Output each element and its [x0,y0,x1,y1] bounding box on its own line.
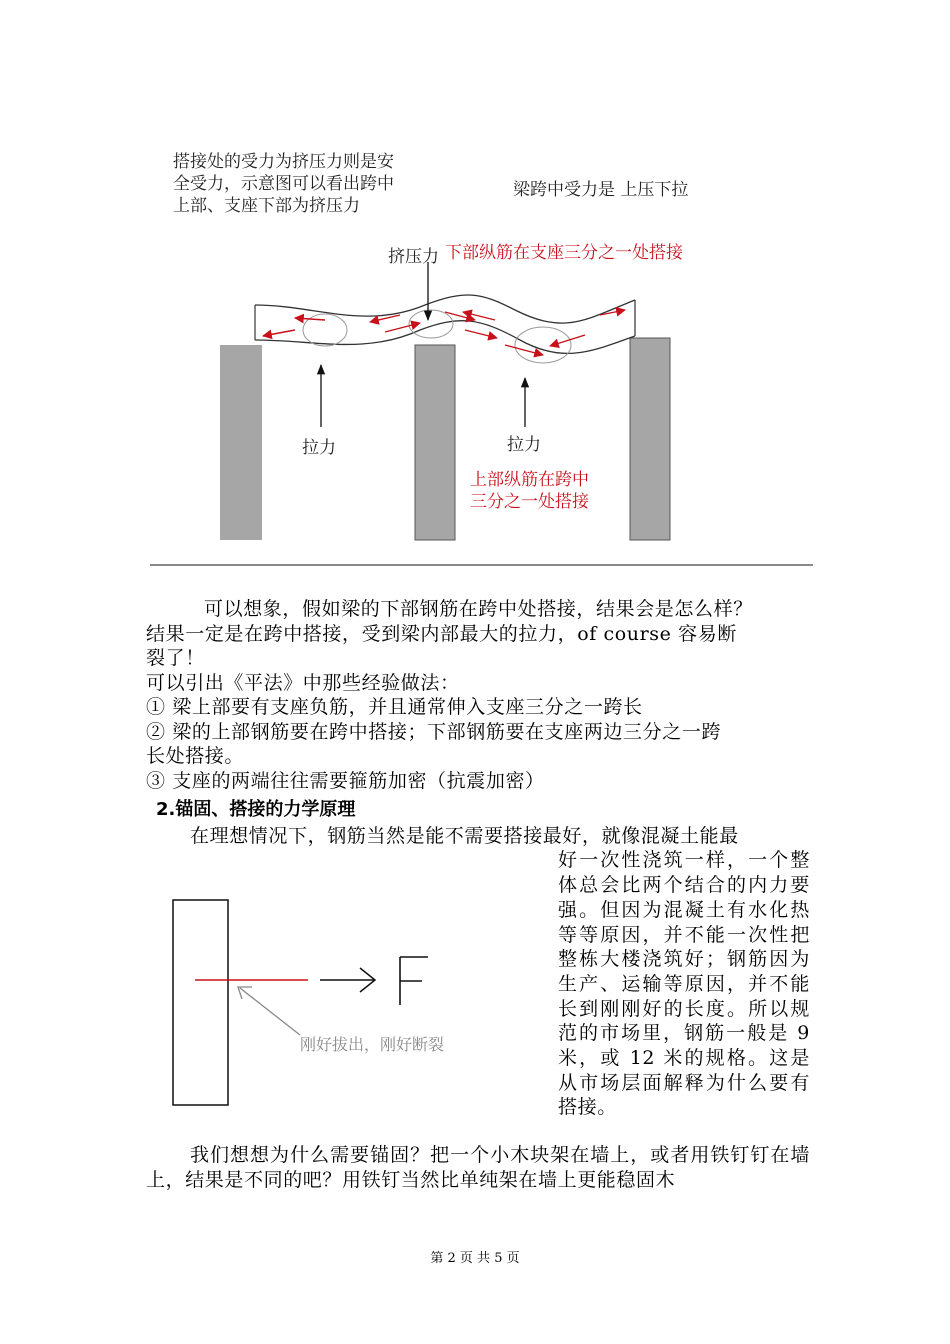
pointer-line [240,988,300,1035]
p3-first-line: 在理想情况下，钢筋当然是能不需要搭接最好，就像混凝土能最 [190,824,739,847]
wall-block [173,900,228,1105]
paragraph-last: 我们想想为什么需要锚固？把一个小木块架在墙上，或者用铁钉钉在墙上，结果是不同的吧？用铁钉当然比单纯架在墙上更能稳固木 [146,1144,810,1191]
section-heading: 2.锚固、搭接的力学原理 [156,799,356,820]
p2: 可以引出《平法》中那些经验做法： [146,671,460,694]
list-item-2-line1: ② 梁的上部钢筋要在跨中搭接；下部钢筋要在支座两边三分之一跨 [146,720,722,743]
tension-label-right: 拉力 [507,435,541,455]
list-item-1: ① 梁上部要有支座负筋，并且通常伸入支座三分之一跨长 [146,696,643,718]
middle-support [415,345,455,540]
paragraph-block-1 [146,597,810,793]
page-footer: 第 2 页 共 5 页 [430,1251,520,1266]
note-line-3: 上部、支座下部为挤压力 [173,196,360,216]
left-support [220,345,262,540]
beam-force-diagram [145,140,820,572]
p1-line2: 结果一定是在跨中搭接，受到梁内部最大的拉力，of course 容易断 [146,622,737,645]
list-item-2-line2: 长处搭接。 [146,745,245,767]
note-line-1: 搭接处的受力为挤压力则是安 [173,152,394,172]
broken-bar-icon [400,957,428,1005]
p1-line3: 裂了！ [146,647,205,669]
note-line-2: 全受力，示意图可以看出跨中 [173,174,394,194]
p1-line1: 可以想象，假如梁的下部钢筋在跨中处搭接，结果会是怎么样？ [204,598,753,620]
compress-label: 挤压力 [388,247,439,267]
top-lap-label-1: 上部纵筋在跨中 [470,470,589,490]
right-support [630,338,670,540]
list-item-3: ③ 支座的两端往往需要箍筋加密（抗震加密） [146,769,545,792]
tension-label-left: 拉力 [302,438,336,458]
anchorage-diagram [160,885,560,1110]
anchorage-caption: 刚好拔出，刚好断裂 [300,1035,445,1054]
top-lap-label-2: 三分之一处搭接 [470,492,589,512]
p3-rest: 好一次性浇筑一样，一个整体总会比两个结合的内力要强。但因为混凝土有水化热等等原因，并不能一次性把整栋大楼浇筑好；钢筋因为生产、运输等原因，并不能长到刚刚好的长度。所以规范的市场里，钢筋一般是 9 米，或 12 米的规格。这是从市场层面解释为什么要有搭接。 [558,849,810,1119]
bottom-lap-label: 下部纵筋在支座三分之一处搭接 [445,243,683,263]
beam-force-label: 梁跨中受力是 上压下拉 [513,180,689,200]
lap-ellipse-right [515,327,571,363]
